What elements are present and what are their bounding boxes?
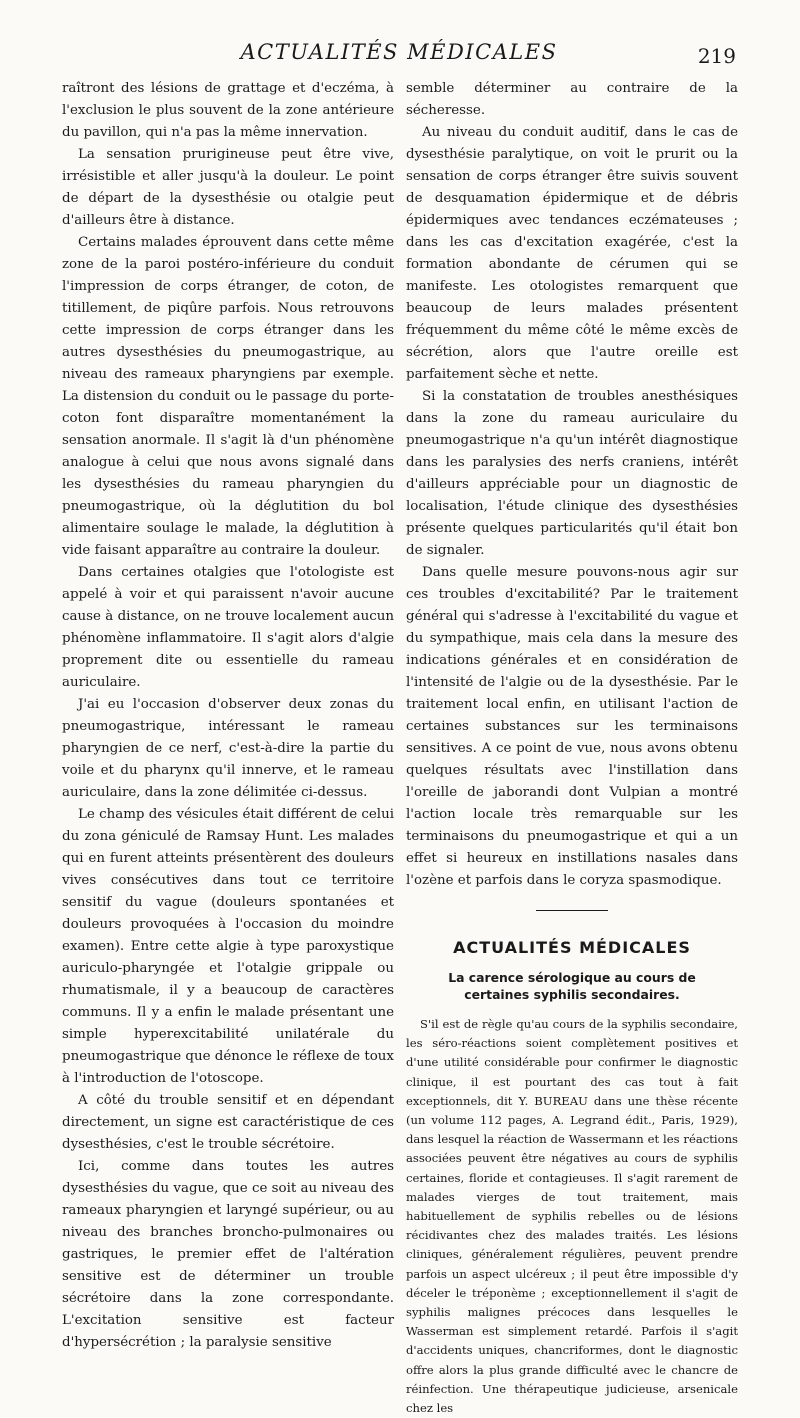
left-column: [62, 78, 394, 1354]
article-title: La carence sérologique au cours de certaines syphilis secondaires.: [448, 970, 696, 1002]
paragraph: raîtront des lésions de grattage et d'eczéma, à l'exclusion le plus souvent de la zone antérieure du pavillon, qui n'a pas la même innervation.: [62, 81, 394, 140]
paragraph: La sensation prurigineuse peut être vive, irrésistible et aller jusqu'à la douleur. Le point de départ de la dysesthésie ou otalgie peut d'ailleurs être à distance.: [62, 147, 394, 228]
running-title: ACTUALITÉS MÉDICALES: [240, 40, 558, 64]
article-body: S'il est de règle qu'au cours de la syphilis secondaire, les séro-réactions soient complètement positives et d'une utilité considérable pour confirmer le diagnostic clinique, il est pourtant des cas tout à fait exceptionnels, dit Y. BUREAU dans une thèse récente (un volume 112 pages, A. Legrand édit., Paris, 1929), dans lesquel la réaction de Wassermann et les réactions associées peuvent être négatives au cours de syphilis certaines, floride et contagieuses. Il s'agit rarement de malades vierges de tout traitement, mais habituellement de syphilis rebelles ou de lésions récidivantes chez des malades traités. Les lésions cliniques, généralement régulières, peuvent prendre parfois un aspect ulcéreux ; il peut être impossible d'y déceler le tréponème ; exceptionnellement il s'agit de syphilis malignes précoces dans lesquelles le Wasserman est simplement retardé. Parfois il s'agit d'accidents uniques, chancriformes, dont le diagnostic offre alors la plus grande difficulté avec le chancre de réinfection. Une thérapeutique judicieuse, arsenicale chez les: [406, 1017, 738, 1416]
paragraph: Le champ des vésicules était différent de celui du zona géniculé de Ramsay Hunt. Les malades qui en furent atteints présentèrent des douleurs vives consécutives dans tout ce territoire sensitif du vague (douleurs spontanées et douleurs provoquées à l'occasion du moindre examen). Entre cette algie à type paroxystique auriculo-pharyngée et l'otalgie grippale ou rhumatismale, il y a beaucoup de caractères communs. Il y a enfin le malade présentant une simple hyperexcitabilité unilatérale du pneumogastrique que dénonce le réflexe de toux à l'introduction de l'otoscope.: [62, 807, 394, 1086]
section-divider: [536, 910, 608, 911]
paragraph: A côté du trouble sensitif et en dépendant directement, un signe est caractéristique de ces dysesthésies, c'est le trouble sécrétoire.: [62, 1093, 394, 1152]
paragraph: Certains malades éprouvent dans cette même zone de la paroi postéro-inférieure du conduit l'impression de corps étranger, de coton, de titillement, de piqûre parfois. Nous retrouvons cette impression de corps étranger dans les autres dysesthésies du pneumogastrique, au niveau des rameaux pharyngiens par exemple. La distension du conduit ou le passage du porte-coton font disparaître momentanément la sensation anormale. Il s'agit là d'un phénomène analogue à celui que nous avons signalé dans les dysesthésies du rameau pharyngien du pneumogastrique, où la déglutition du bol alimentaire soulage le malade, la déglutition à vide faisant apparaître au contraire la douleur.: [62, 235, 394, 558]
paragraph: semble déterminer au contraire de la sécheresse.: [406, 81, 738, 118]
paragraph: Au niveau du conduit auditif, dans le cas de dysesthésie paralytique, on voit le prurit ou la sensation de corps étranger être suivis souvent de desquamation épidermique et de débris épidermiques avec tendances eczémateuses ; dans les cas d'excitation exagérée, c'est la formation abondante de cérumen qui se manifeste. Les otologistes remarquent que beaucoup de leurs malades présentent fréquemment du même côté le même excès de sécrétion, alors que l'autre oreille est parfaitement sèche et nette.: [406, 125, 738, 382]
paragraph: Dans certaines otalgies que l'otologiste est appelé à voir et qui paraissent n'avoir aucune cause à distance, on ne trouve localement aucun phénomène inflammatoire. Il s'agit alors d'algie proprement dite ou essentielle du rameau auriculaire.: [62, 565, 394, 690]
page-header: [62, 34, 736, 74]
paragraph: Si la constatation de troubles anesthésiques dans la zone du rameau auriculaire du pneumogastrique n'a qu'un intérêt diagnostique dans les paralysies des nerfs craniens, intérêt d'ailleurs appréciable pour un diagnostic de localisation, l'étude clinique des dysesthésies présente quelques particularités qu'il était bon de signaler.: [406, 389, 738, 558]
right-column: [406, 78, 738, 1418]
paragraph: J'ai eu l'occasion d'observer deux zonas du pneumogastrique, intéressant le rameau pharyngien de ce nerf, c'est-à-dire la partie du voile et du pharynx qu'il innerve, et le rameau auriculaire, dans la zone délimitée ci-dessus.: [62, 697, 394, 800]
section-heading: ACTUALITÉS MÉDICALES: [453, 938, 691, 957]
paragraph: Ici, comme dans toutes les autres dysesthésies du vague, que ce soit au niveau des rameaux pharyngien et laryngé supérieur, ou au niveau des branches broncho-pulmonaires ou gastriques, le premier effet de l'altération sensitive est de déterminer un trouble sécrétoire dans la zone correspondante. L'excitation sensitive est facteur d'hypersécrétion ; la paralysie sensitive: [62, 1159, 394, 1350]
page-number: 219: [697, 44, 736, 68]
paragraph: Dans quelle mesure pouvons-nous agir sur ces troubles d'excitabilité? Par le traitement général qui s'adresse à l'excitabilité du vague et du sympathique, mais cela dans la mesure des indications générales et en considération de l'intensité de l'algie ou de la dysesthésie. Par le traitement local enfin, en utilisant l'action de certaines substances sur les terminaisons sensitives. A ce point de vue, nous avons obtenu quelques résultats avec l'instillation dans l'oreille de jaborandi dont Vulpian a montré l'action locale très remarquable sur les terminaisons du pneumogastrique et qui a un effet si heureux en instillations nasales dans l'ozène et parfois dans le coryza spasmodique.: [406, 565, 738, 888]
